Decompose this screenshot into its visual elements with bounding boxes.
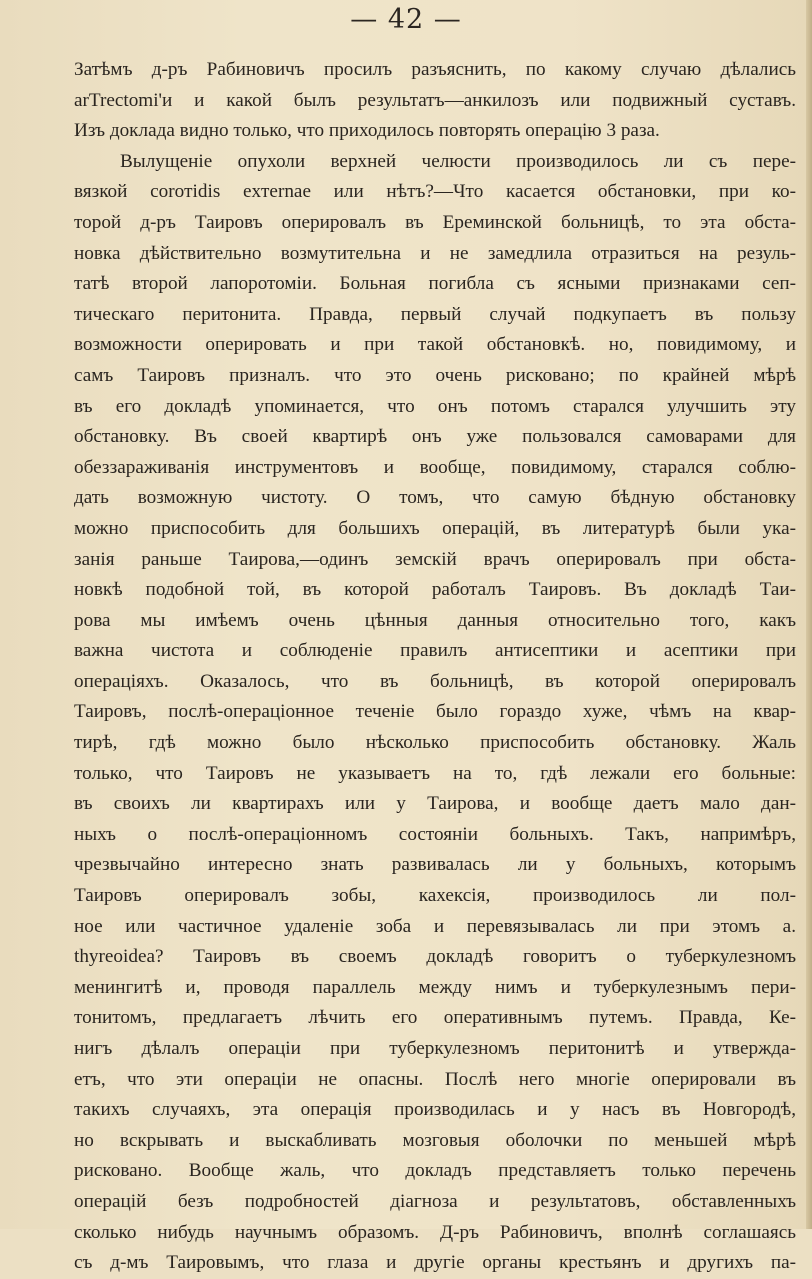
text-line: такихъ случаяхъ, эта операція производилась и у насъ въ Новгородѣ, <box>74 1099 796 1121</box>
text-line: тирѣ, гдѣ можно было нѣсколько приспособить обстановку. Жаль <box>74 732 796 754</box>
text-line: операцій безъ подробностей діагноза и результатовъ, обставленныхъ <box>74 1190 796 1212</box>
text-line: только, что Таировъ не указываетъ на то, гдѣ лежали его больные: <box>74 762 796 784</box>
page-number: — 42 — <box>350 4 462 35</box>
text-line: операціяхъ. Оказалось, что въ больницѣ, въ которой оперировалъ <box>74 670 796 692</box>
text-line: татѣ второй лапоротоміи. Больная погибла съ ясными признаками сеп- <box>74 273 796 295</box>
text-line: сколько нибудь научнымъ образомъ. Д-ръ Рабиновичъ, вполнѣ соглашаясь <box>74 1221 796 1243</box>
text-line: рисковано. Вообще жаль, что докладъ представляетъ только перечень <box>74 1160 796 1182</box>
text-line: новкѣ подобной той, въ которой работалъ Таировъ. Въ докладѣ Таи- <box>74 579 796 601</box>
text-line: thyreoidea? Таировъ въ своемъ докладѣ говоритъ о туберкулезномъ <box>74 946 796 968</box>
text-line: обеззараживанія инструментовъ и вообще, повидимому, старался соблю- <box>74 456 796 478</box>
text-line: Изъ доклада видно только, что приходилось повторять операцію 3 раза. <box>74 120 660 142</box>
text-line: съ д-мъ Таировымъ, что глаза и другіе органы крестьянъ и другихъ па- <box>74 1252 796 1274</box>
text-line: новка дѣйствительно возмутительна и не замедлила отразиться на резуль- <box>74 242 796 264</box>
text-line: въ своихъ ли квартирахъ или у Таирова, и вообще даетъ мало дан- <box>74 793 796 815</box>
text-line: Таировъ оперировалъ зобы, кахексія, производилось ли пол- <box>74 885 796 907</box>
text-line: дать возможную чистоту. О томъ, что самую бѣдную обстановку <box>74 487 796 509</box>
text-line: можно приспособить для большихъ операцій, въ литературѣ были ука- <box>74 517 796 539</box>
text-line: чрезвычайно интересно знать развивалась ли у больныхъ, которымъ <box>74 854 796 876</box>
text-line: рова мы имѣемъ очень цѣнныя данныя относительно того, какъ <box>74 609 796 631</box>
text-line: возможности оперировать и при такой обстановкѣ. но, повидимому, и <box>74 334 796 356</box>
text-line: етъ, что эти операціи не опасны. Послѣ него многіе оперировали въ <box>74 1068 796 1090</box>
text-line: менингитѣ и, проводя параллель между нимъ и туберкулезнымъ пери- <box>74 976 796 998</box>
text-line: тонитомъ, предлагаетъ лѣчить его оперативнымъ путемъ. Правда, Ке- <box>74 1007 796 1029</box>
text-line: въ его докладѣ упоминается, что онъ потомъ старался улучшить эту <box>74 395 796 417</box>
text-line: ныхъ о послѣ-операціонномъ состояніи больныхъ. Такъ, напримѣръ, <box>74 823 796 845</box>
text-line: занія раньше Таирова,—одинъ земскій врачъ оперировалъ при обста- <box>74 548 796 570</box>
text-line: Затѣмъ д-ръ Рабиновичъ просилъ разъяснить, по какому случаю дѣлались <box>74 59 796 80</box>
body-text <box>74 55 796 1279</box>
text-line: тическаго перитонита. Правда, первый случай подкупаетъ въ пользу <box>74 303 796 325</box>
text-line: вязкой coroтidis exтernae или нѣтъ?—Что касается обстановки, при ко- <box>74 181 796 203</box>
page-edge <box>806 0 812 1229</box>
text-line: Таировъ, послѣ-операціонное теченіе было гораздо хуже, чѣмъ на квар- <box>74 701 796 723</box>
text-line: нигъ дѣлалъ операціи при туберкулезномъ перитонитѣ и утвержда- <box>74 1038 796 1059</box>
text-line: обстановку. Въ своей квартирѣ онъ уже пользовался самоварами для <box>74 426 796 448</box>
text-line: Вылущеніе опухоли верхней челюсти производилось ли съ пере- <box>120 150 796 172</box>
text-line: arTrectomi'и и какой былъ результатъ—анкилозъ или подвижный суставъ. <box>74 89 796 111</box>
text-line: торой д-ръ Таировъ оперировалъ въ Ереминской больницѣ, то эта обста- <box>74 211 796 233</box>
text-line: важна чистота и соблюденіе правилъ антисептики и асептики при <box>74 640 796 662</box>
text-line: ное или частичное удаленіе зоба и перевязывалась ли при этомъ а. <box>74 915 796 937</box>
text-line: самъ Таировъ призналъ. что это очень рисковано; по крайней мѣрѣ <box>74 364 796 386</box>
text-line: но вскрывать и выскабливать мозговыя оболочки по меньшей мѣрѣ <box>74 1129 796 1151</box>
